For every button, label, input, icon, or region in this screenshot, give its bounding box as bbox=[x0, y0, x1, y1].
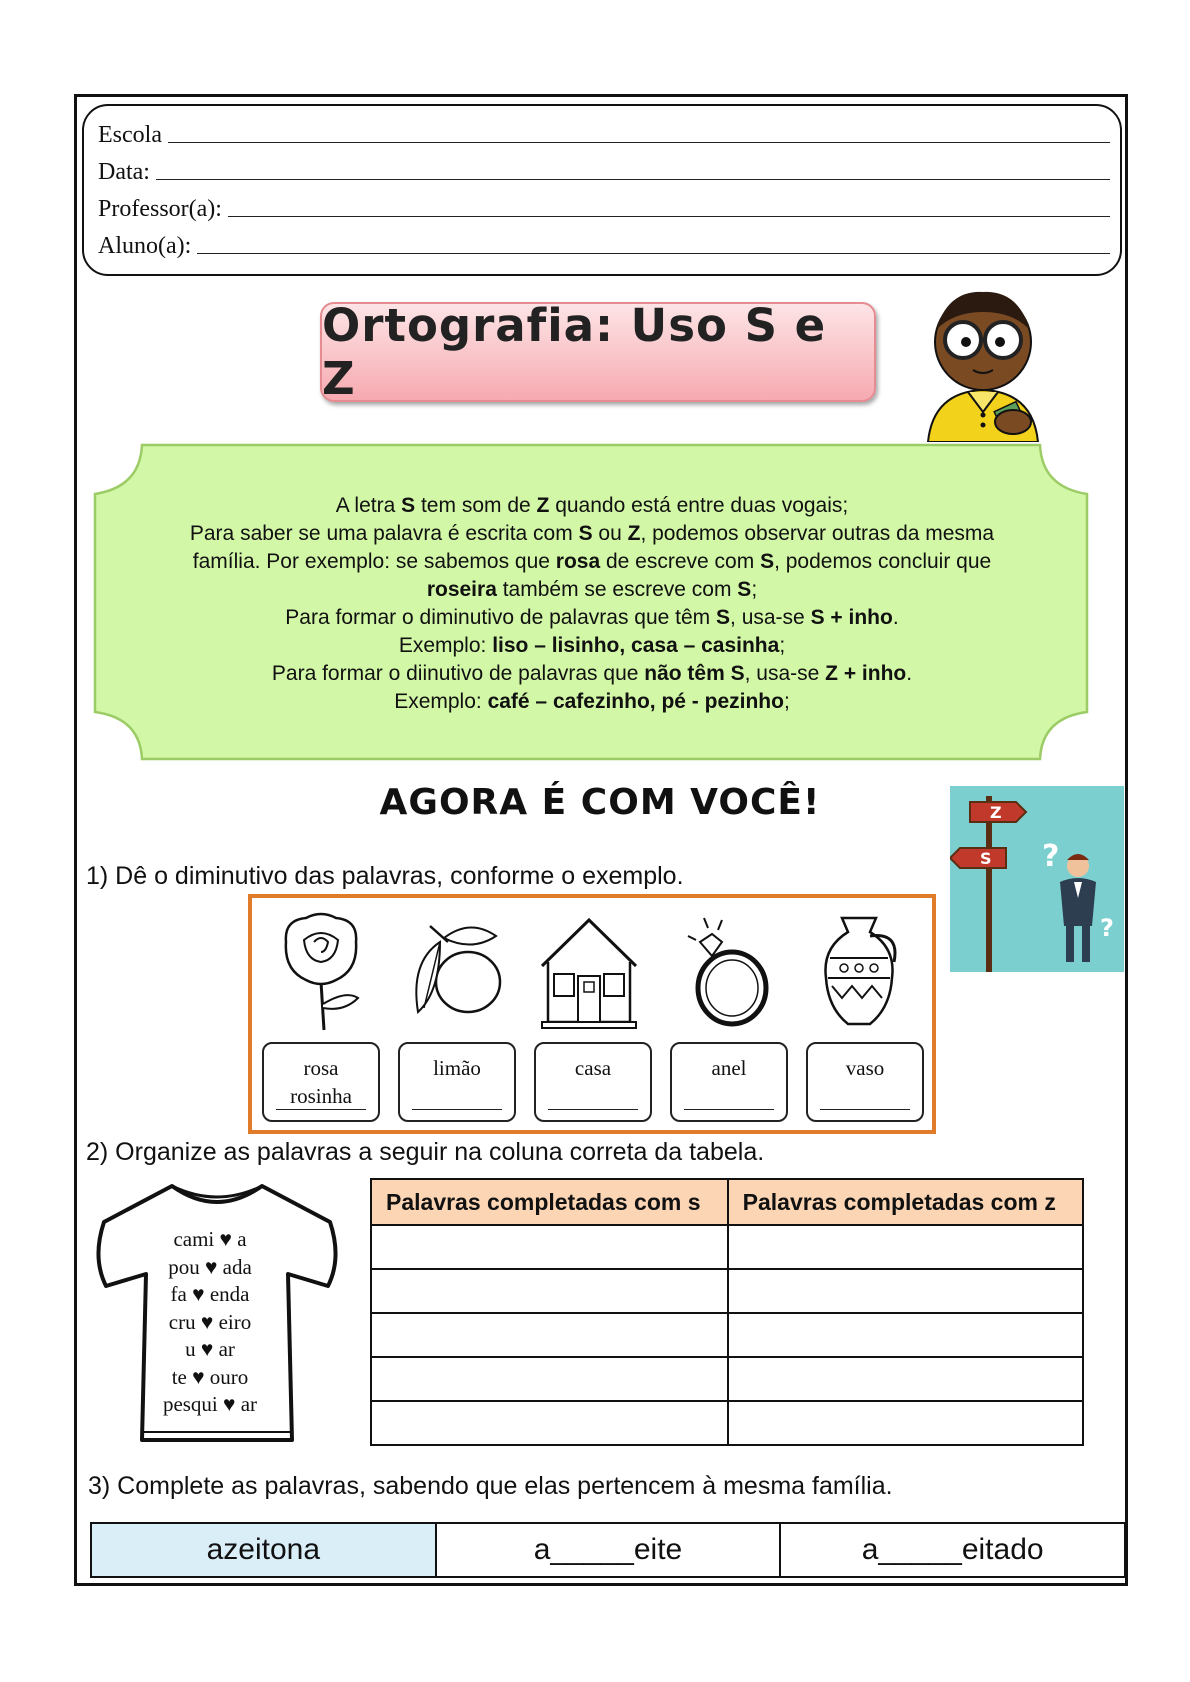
word-label: limão bbox=[433, 1056, 481, 1080]
tshirt-word: cru ♥ eiro bbox=[168, 1309, 252, 1334]
house-icon bbox=[534, 912, 644, 1032]
answer-field[interactable] bbox=[412, 1083, 502, 1110]
table-cell-z[interactable] bbox=[728, 1269, 1083, 1313]
rules-text bbox=[162, 492, 1022, 716]
word-card-limao bbox=[398, 1042, 516, 1122]
word-card-anel bbox=[670, 1042, 788, 1122]
vase-icon bbox=[804, 912, 914, 1032]
s-z-table bbox=[370, 1178, 1084, 1446]
family-word-blank-2[interactable]: a_____eitado bbox=[780, 1523, 1125, 1577]
title-banner bbox=[320, 299, 876, 405]
ring-icon bbox=[670, 912, 780, 1032]
rose-icon bbox=[266, 912, 376, 1032]
rules-box bbox=[92, 442, 1090, 762]
table-row bbox=[371, 1269, 1083, 1313]
answer-field[interactable] bbox=[548, 1083, 638, 1110]
question-3-prompt: 3) Complete as palavras, sabendo que elas pertencem à mesma família. bbox=[88, 1472, 893, 1500]
rule-line: Exemplo: liso – lisinho, casa – casinha; bbox=[398, 634, 786, 657]
tshirt-word: pou ♥ ada bbox=[168, 1254, 252, 1279]
sign-z-label: Z bbox=[990, 803, 1002, 822]
rule-line: Para saber se uma palavra é escrita com S ou Z, podemos observar outras da mesma família. Por exemplo: se sabemos que rosa de escreve com S, podemos concluir que roseira também se escreve com S; bbox=[189, 522, 995, 601]
tshirt-word: pesqui ♥ ar bbox=[162, 1392, 258, 1416]
word-card-rosa bbox=[262, 1042, 380, 1122]
word-label: rosa bbox=[303, 1056, 339, 1080]
table-cell-z[interactable] bbox=[728, 1357, 1083, 1401]
word-label: anel bbox=[711, 1056, 747, 1080]
tshirt-word: cami ♥ a bbox=[173, 1227, 247, 1251]
tshirt-word: u ♥ ar bbox=[185, 1337, 235, 1361]
family-word-base: azeitona bbox=[91, 1523, 436, 1577]
word-family-table bbox=[90, 1522, 1126, 1578]
table-cell-z[interactable] bbox=[728, 1225, 1083, 1269]
table-row bbox=[371, 1225, 1083, 1269]
question-1-prompt: 1) Dê o diminutivo das palavras, conforme o exemplo. bbox=[86, 862, 684, 890]
table-row bbox=[371, 1313, 1083, 1357]
table-cell-z[interactable] bbox=[728, 1313, 1083, 1357]
school-field[interactable] bbox=[168, 142, 1110, 143]
column-header-s: Palavras completadas com s bbox=[371, 1179, 728, 1225]
family-word-blank-1[interactable]: a_____eite bbox=[436, 1523, 781, 1577]
word-label: vaso bbox=[845, 1056, 885, 1080]
teacher-row bbox=[98, 186, 1110, 223]
rule-line: Para formar o diinutivo de palavras que não têm S, usa-se Z + inho. bbox=[271, 662, 913, 685]
lemon-icon bbox=[400, 912, 510, 1032]
school-row bbox=[98, 112, 1110, 149]
date-field[interactable] bbox=[156, 179, 1110, 180]
school-label: Escola bbox=[98, 122, 162, 148]
word-card-vaso bbox=[806, 1042, 924, 1122]
section-heading: AGORA É COM VOCÊ! bbox=[379, 782, 821, 823]
diminutive-exercise-box bbox=[248, 894, 936, 1134]
student-label: Aluno(a): bbox=[98, 233, 192, 259]
word-card-casa bbox=[534, 1042, 652, 1122]
table-cell-s[interactable] bbox=[371, 1313, 728, 1357]
rule-line: A letra S tem som de Z quando está entre duas vogais; bbox=[335, 494, 849, 517]
answer-field[interactable] bbox=[684, 1083, 774, 1110]
student-row bbox=[98, 223, 1110, 260]
teacher-field[interactable] bbox=[228, 216, 1110, 217]
date-label: Data: bbox=[98, 159, 150, 185]
table-cell-s[interactable] bbox=[371, 1401, 728, 1445]
question-mark: ? bbox=[1100, 914, 1114, 942]
student-info-box bbox=[82, 104, 1122, 276]
table-cell-s[interactable] bbox=[371, 1225, 728, 1269]
table-cell-z[interactable] bbox=[728, 1401, 1083, 1445]
answer-field[interactable] bbox=[820, 1083, 910, 1110]
answer-field[interactable]: rosinha bbox=[276, 1083, 366, 1110]
table-row bbox=[91, 1523, 1125, 1577]
boy-icon bbox=[918, 282, 1048, 442]
table-row bbox=[371, 1401, 1083, 1445]
rule-line: Exemplo: café – cafezinho, pé - pezinho; bbox=[394, 690, 790, 713]
table-row bbox=[371, 1357, 1083, 1401]
rule-line: Para formar o diminutivo de palavras que têm S, usa-se S + inho. bbox=[285, 606, 899, 629]
tshirt-word: fa ♥ enda bbox=[170, 1282, 250, 1306]
page-title: Ortografia: Uso S e Z bbox=[322, 299, 827, 405]
teacher-label: Professor(a): bbox=[98, 196, 222, 222]
question-mark: ? bbox=[1042, 839, 1060, 874]
student-field[interactable] bbox=[197, 253, 1110, 254]
tshirt-words bbox=[92, 1226, 328, 1419]
tshirt-word: te ♥ ouro bbox=[171, 1364, 249, 1389]
date-row bbox=[98, 149, 1110, 186]
table-cell-s[interactable] bbox=[371, 1357, 728, 1401]
question-2-prompt: 2) Organize as palavras a seguir na coluna correta da tabela. bbox=[86, 1138, 765, 1166]
column-header-z: Palavras completadas com z bbox=[728, 1179, 1083, 1225]
signpost-illustration bbox=[950, 786, 1124, 972]
word-label: casa bbox=[574, 1056, 612, 1080]
table-cell-s[interactable] bbox=[371, 1269, 728, 1313]
sign-s-label: S bbox=[980, 849, 992, 868]
